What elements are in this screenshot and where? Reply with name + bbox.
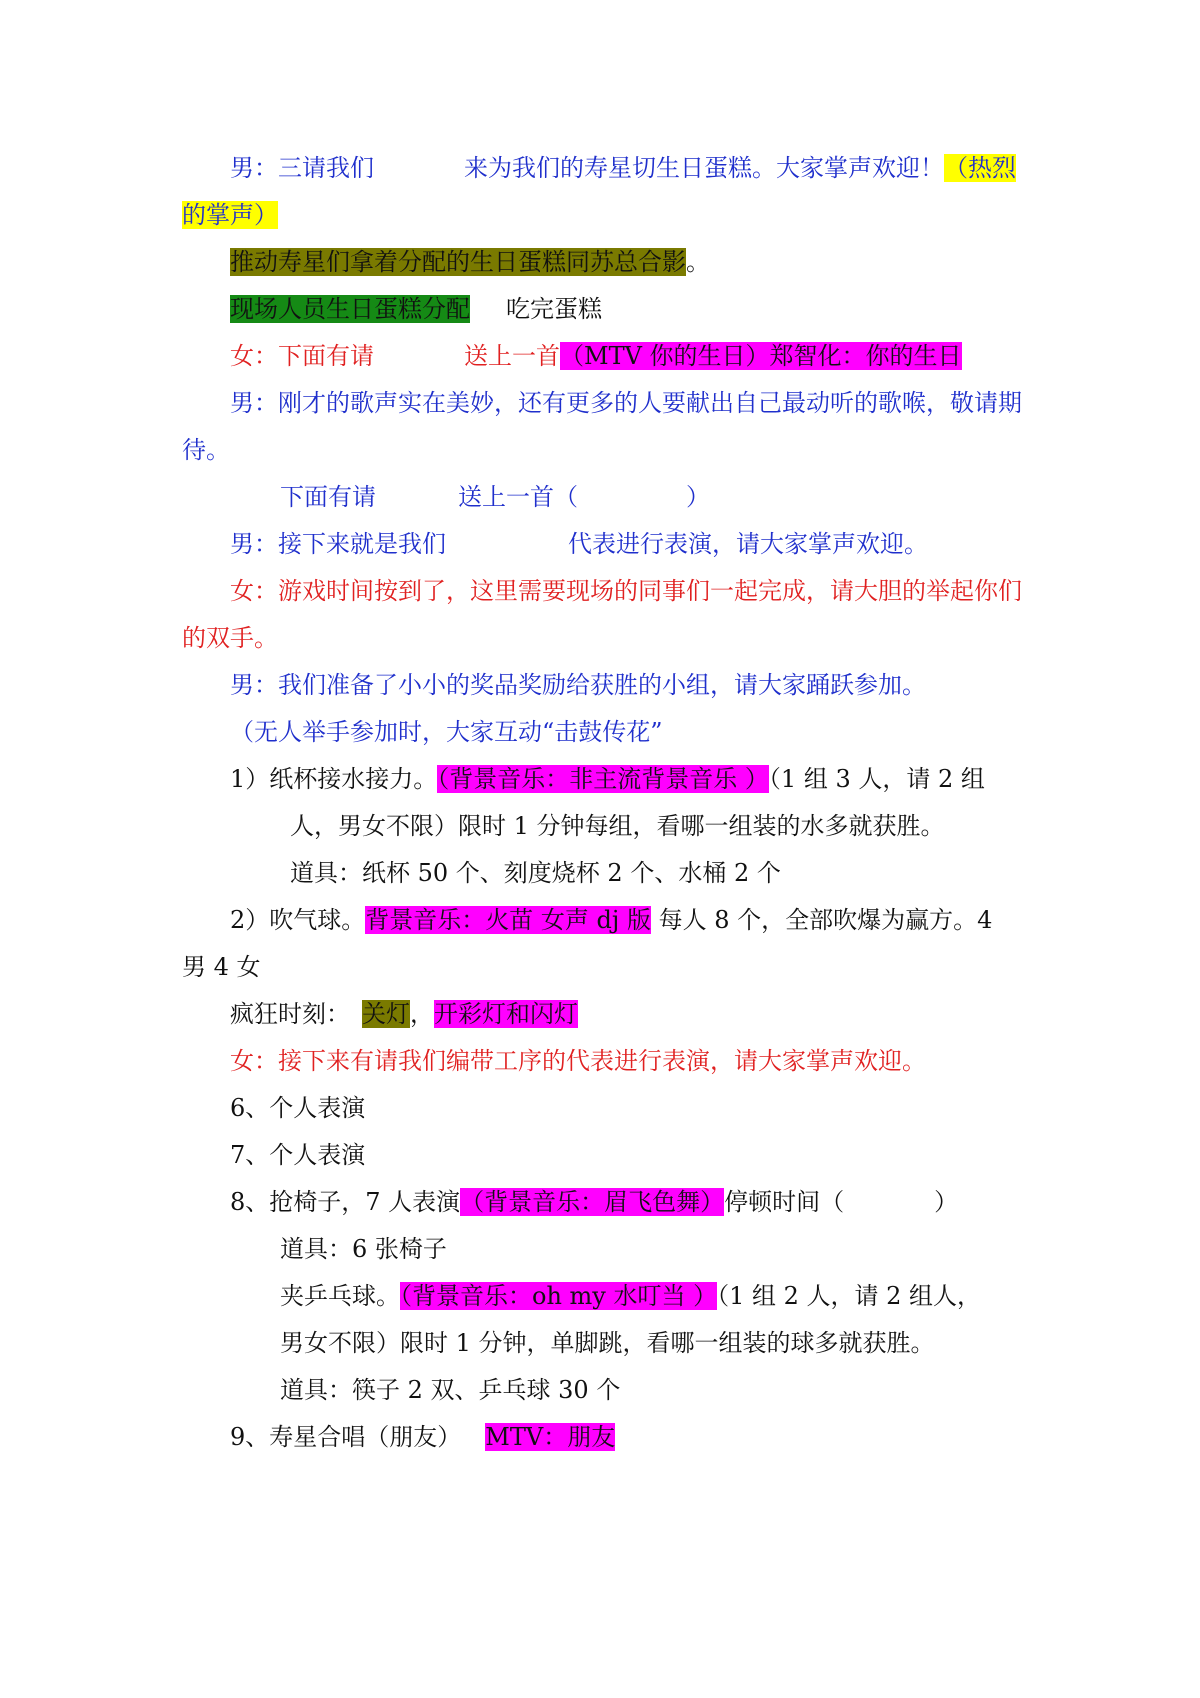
text: ） <box>686 483 710 511</box>
line-20 <box>230 1045 926 1077</box>
text: 男：刚才的歌声实在美妙，还有更多的人要献出自己最动听的歌喉，敬请期 <box>230 389 1022 417</box>
highlight-olive: 推动寿星们拿着分配的生日蛋糕同苏总合影 <box>230 248 686 276</box>
line-27 <box>280 1374 620 1406</box>
line-23 <box>230 1186 958 1218</box>
text: 人，男女不限）限时 1 分钟每组，看哪一组装的水多就获胜。 <box>290 812 945 840</box>
highlight-yellow: 的掌声） <box>182 201 278 229</box>
text: ， <box>410 1000 434 1028</box>
line-3 <box>230 246 710 278</box>
text: 停顿时间（ <box>724 1188 845 1216</box>
text: 8、抢椅子，7 人表演 <box>230 1188 461 1216</box>
line-11 <box>182 622 278 654</box>
line-8 <box>280 481 710 513</box>
highlight-magenta: （MTV 你的生日）郑智化：你的生日 <box>560 342 962 370</box>
line-5 <box>230 340 962 372</box>
text: 。 <box>686 248 710 276</box>
text: 男：我们准备了小小的奖品奖励给获胜的小组，请大家踊跃参加。 <box>230 671 926 699</box>
text: 疯狂时刻： <box>230 1000 350 1028</box>
line-16 <box>290 857 781 889</box>
line-19 <box>230 998 578 1030</box>
text: （无人举手参加时，大家互动“击鼓传花” <box>230 718 663 746</box>
text: 送上一首 <box>464 342 560 370</box>
text: 男：接下来就是我们 <box>230 530 446 558</box>
text: 来为我们的寿星切生日蛋糕。大家掌声欢迎！ <box>464 154 944 182</box>
text: 夹乒乓球。 <box>280 1282 400 1310</box>
text: 6、个人表演 <box>230 1094 366 1122</box>
text: ） <box>934 1188 959 1216</box>
line-4 <box>230 293 602 325</box>
line-10 <box>230 575 1022 607</box>
text: 下面有请 <box>280 483 376 511</box>
line-7 <box>182 434 230 466</box>
line-18 <box>182 951 261 983</box>
text: 2）吹气球。 <box>230 906 366 934</box>
line-22 <box>230 1139 365 1171</box>
text: （1 组 3 人，请 2 组 <box>768 765 985 793</box>
text: 女：下面有请 <box>230 342 374 370</box>
line-2 <box>182 199 278 231</box>
line-26 <box>280 1327 935 1359</box>
line-25 <box>280 1280 981 1312</box>
text: 送上一首（ <box>458 483 578 511</box>
text: 吃完蛋糕 <box>506 295 602 323</box>
highlight-magenta: （背景音乐：眉飞色舞） <box>460 1188 725 1216</box>
line-9 <box>230 528 928 560</box>
text: 道具：筷子 2 双、乒乓球 30 个 <box>280 1376 621 1404</box>
text: 男：三请我们 <box>230 154 374 182</box>
highlight-green: 现场人员生日蛋糕分配 <box>230 295 470 323</box>
highlight-olive: 关灯 <box>362 1000 410 1028</box>
text: 代表进行表演，请大家掌声欢迎。 <box>568 530 928 558</box>
highlight-magenta: 开彩灯和闪灯 <box>434 1000 578 1028</box>
highlight-magenta: （背景音乐：oh my 水叮当 ） <box>400 1282 718 1310</box>
text: 7、个人表演 <box>230 1141 366 1169</box>
text: 每人 8 个，全部吹爆为赢方。4 <box>650 906 993 934</box>
text: 1）纸杯接水接力。 <box>230 765 438 793</box>
highlight-magenta: （背景音乐：非主流背景音乐 ） <box>437 765 769 793</box>
text: 的双手。 <box>182 624 278 652</box>
text: 女：接下来有请我们编带工序的代表进行表演，请大家掌声欢迎。 <box>230 1047 926 1075</box>
line-12 <box>230 669 926 701</box>
text: 男 4 女 <box>182 953 261 981</box>
highlight-yellow: （热烈 <box>944 154 1016 182</box>
text: 道具：纸杯 50 个、刻度烧杯 2 个、水桶 2 个 <box>290 859 781 887</box>
line-14 <box>230 763 985 795</box>
text: （1 组 2 人，请 2 组人， <box>717 1282 982 1310</box>
text: 9、寿星合唱（朋友） <box>230 1423 462 1451</box>
line-24 <box>280 1233 447 1265</box>
line-17 <box>230 904 992 936</box>
text: 道具：6 张椅子 <box>280 1235 447 1263</box>
highlight-magenta: MTV：朋友 <box>485 1423 616 1451</box>
line-15 <box>290 810 945 842</box>
text: 男女不限）限时 1 分钟，单脚跳，看哪一组装的球多就获胜。 <box>280 1329 935 1357</box>
line-28 <box>230 1421 615 1453</box>
line-6 <box>230 387 1022 419</box>
line-1 <box>230 152 1016 184</box>
text: 待。 <box>182 436 230 464</box>
line-21 <box>230 1092 365 1124</box>
line-13 <box>230 716 663 748</box>
text: 女：游戏时间按到了，这里需要现场的同事们一起完成，请大胆的举起你们 <box>230 577 1022 605</box>
highlight-magenta: 背景音乐：火苗 女声 dj 版 <box>365 906 651 934</box>
